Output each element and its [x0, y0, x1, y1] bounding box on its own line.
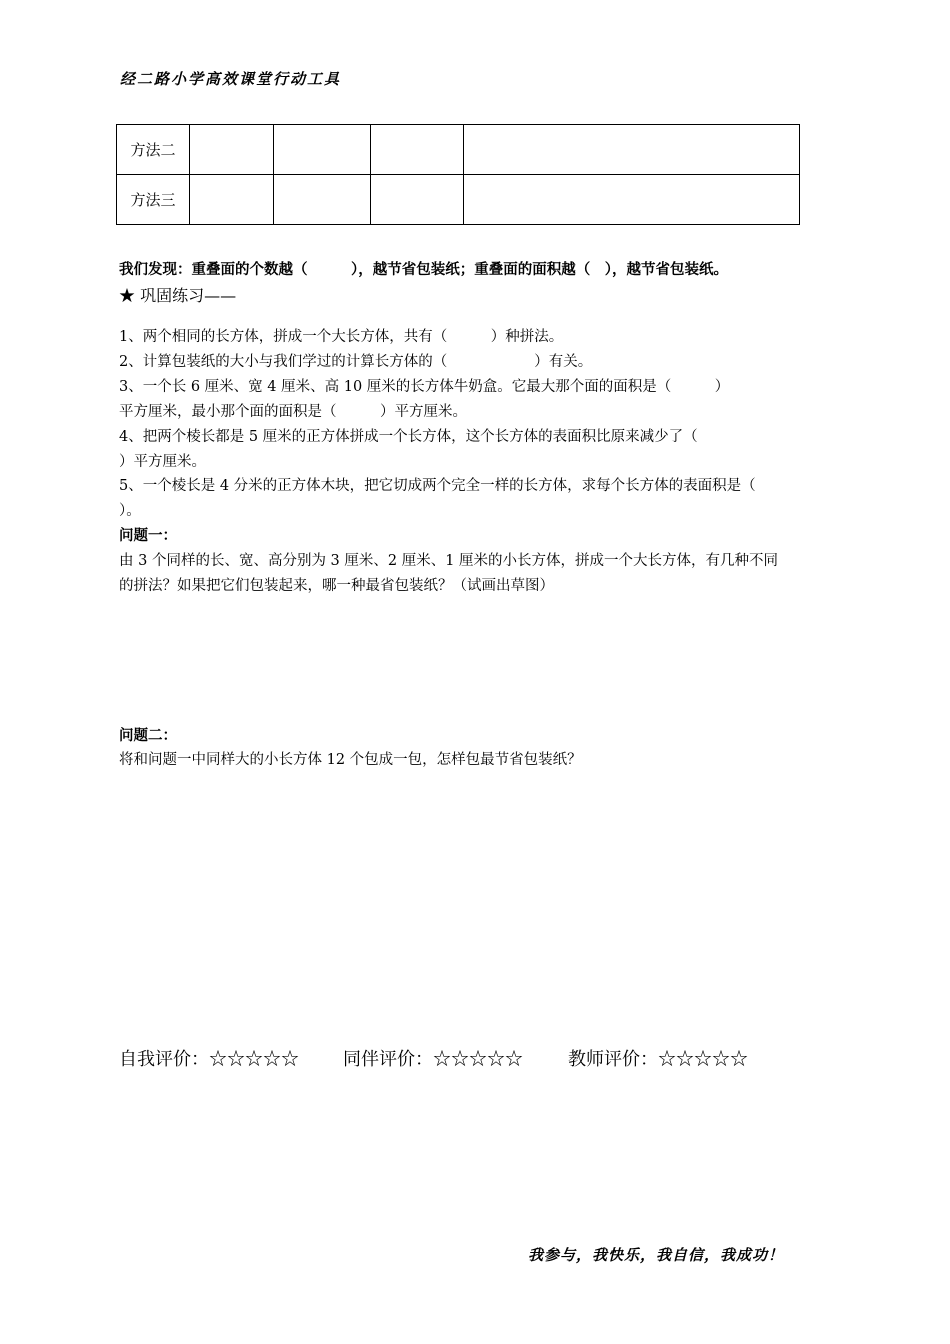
footer-motto: 我参与，我快乐，我自信，我成功！ — [528, 1246, 785, 1264]
practice-item-continued: 平方厘米，最小那个面的面积是（ ）平方厘米。 — [119, 404, 467, 420]
problem-one-text: 由 3 个同样的长、宽、高分别为 3 厘米、2 厘米、1 厘米的小长方体，拼成一个大长方体，有几种不同 — [119, 553, 779, 569]
problem-one-text: 的拼法？如果把它们包装起来，哪一种最省包装纸？（试画出草图） — [119, 578, 554, 594]
problem-two-text: 将和问题一中同样大的小长方体 12 个包成一包，怎样包最节省包装纸？ — [119, 752, 582, 768]
table-row — [117, 125, 800, 175]
answer-cell[interactable] — [464, 125, 800, 175]
worksheet-header: 经二路小学高效课堂行动工具 — [120, 70, 342, 88]
method-label: 方法三 — [117, 175, 190, 225]
practice-item: 2、计算包装纸的大小与我们学过的计算长方体的（ ）有关。 — [119, 354, 593, 370]
practice-item: 4、把两个棱长都是 5 厘米的正方体拼成一个长方体，这个长方体的表面积比原来减少了（ — [119, 429, 698, 445]
answer-cell[interactable] — [371, 125, 464, 175]
finding-statement: 我们发现：重叠面的个数越（ ），越节省包装纸；重叠面的面积越（ ），越节省包装纸。 — [119, 261, 728, 278]
answer-cell[interactable] — [464, 175, 800, 225]
answer-cell[interactable] — [190, 175, 274, 225]
practice-heading: ★ 巩固练习—— — [119, 286, 237, 305]
answer-cell[interactable] — [274, 175, 371, 225]
teacher-evaluation: 教师评价：☆☆☆☆☆ — [568, 1049, 748, 1070]
practice-item: 5、一个棱长是 4 分米的正方体木块，把它切成两个完全一样的长方体，求每个长方体的表面积是（ — [119, 478, 756, 494]
self-evaluation: 自我评价：☆☆☆☆☆ — [119, 1049, 299, 1070]
practice-item: 1、两个相同的长方体，拼成一个大长方体，共有（ ）种拼法。 — [119, 329, 564, 345]
answer-cell[interactable] — [190, 125, 274, 175]
peer-evaluation: 同伴评价：☆☆☆☆☆ — [343, 1049, 523, 1070]
practice-item-continued: ）平方厘米。 — [119, 454, 206, 470]
problem-one-title: 问题一： — [119, 527, 177, 544]
method-label: 方法二 — [117, 125, 190, 175]
practice-item: 3、一个长 6 厘米、宽 4 厘米、高 10 厘米的长方体牛奶盒。它最大那个面的面积是（ ） — [119, 379, 730, 395]
practice-item-continued: ）。 — [119, 503, 141, 519]
methods-table — [116, 124, 800, 225]
problem-two-title: 问题二： — [119, 727, 177, 744]
table-row — [117, 175, 800, 225]
answer-cell[interactable] — [274, 125, 371, 175]
answer-cell[interactable] — [371, 175, 464, 225]
